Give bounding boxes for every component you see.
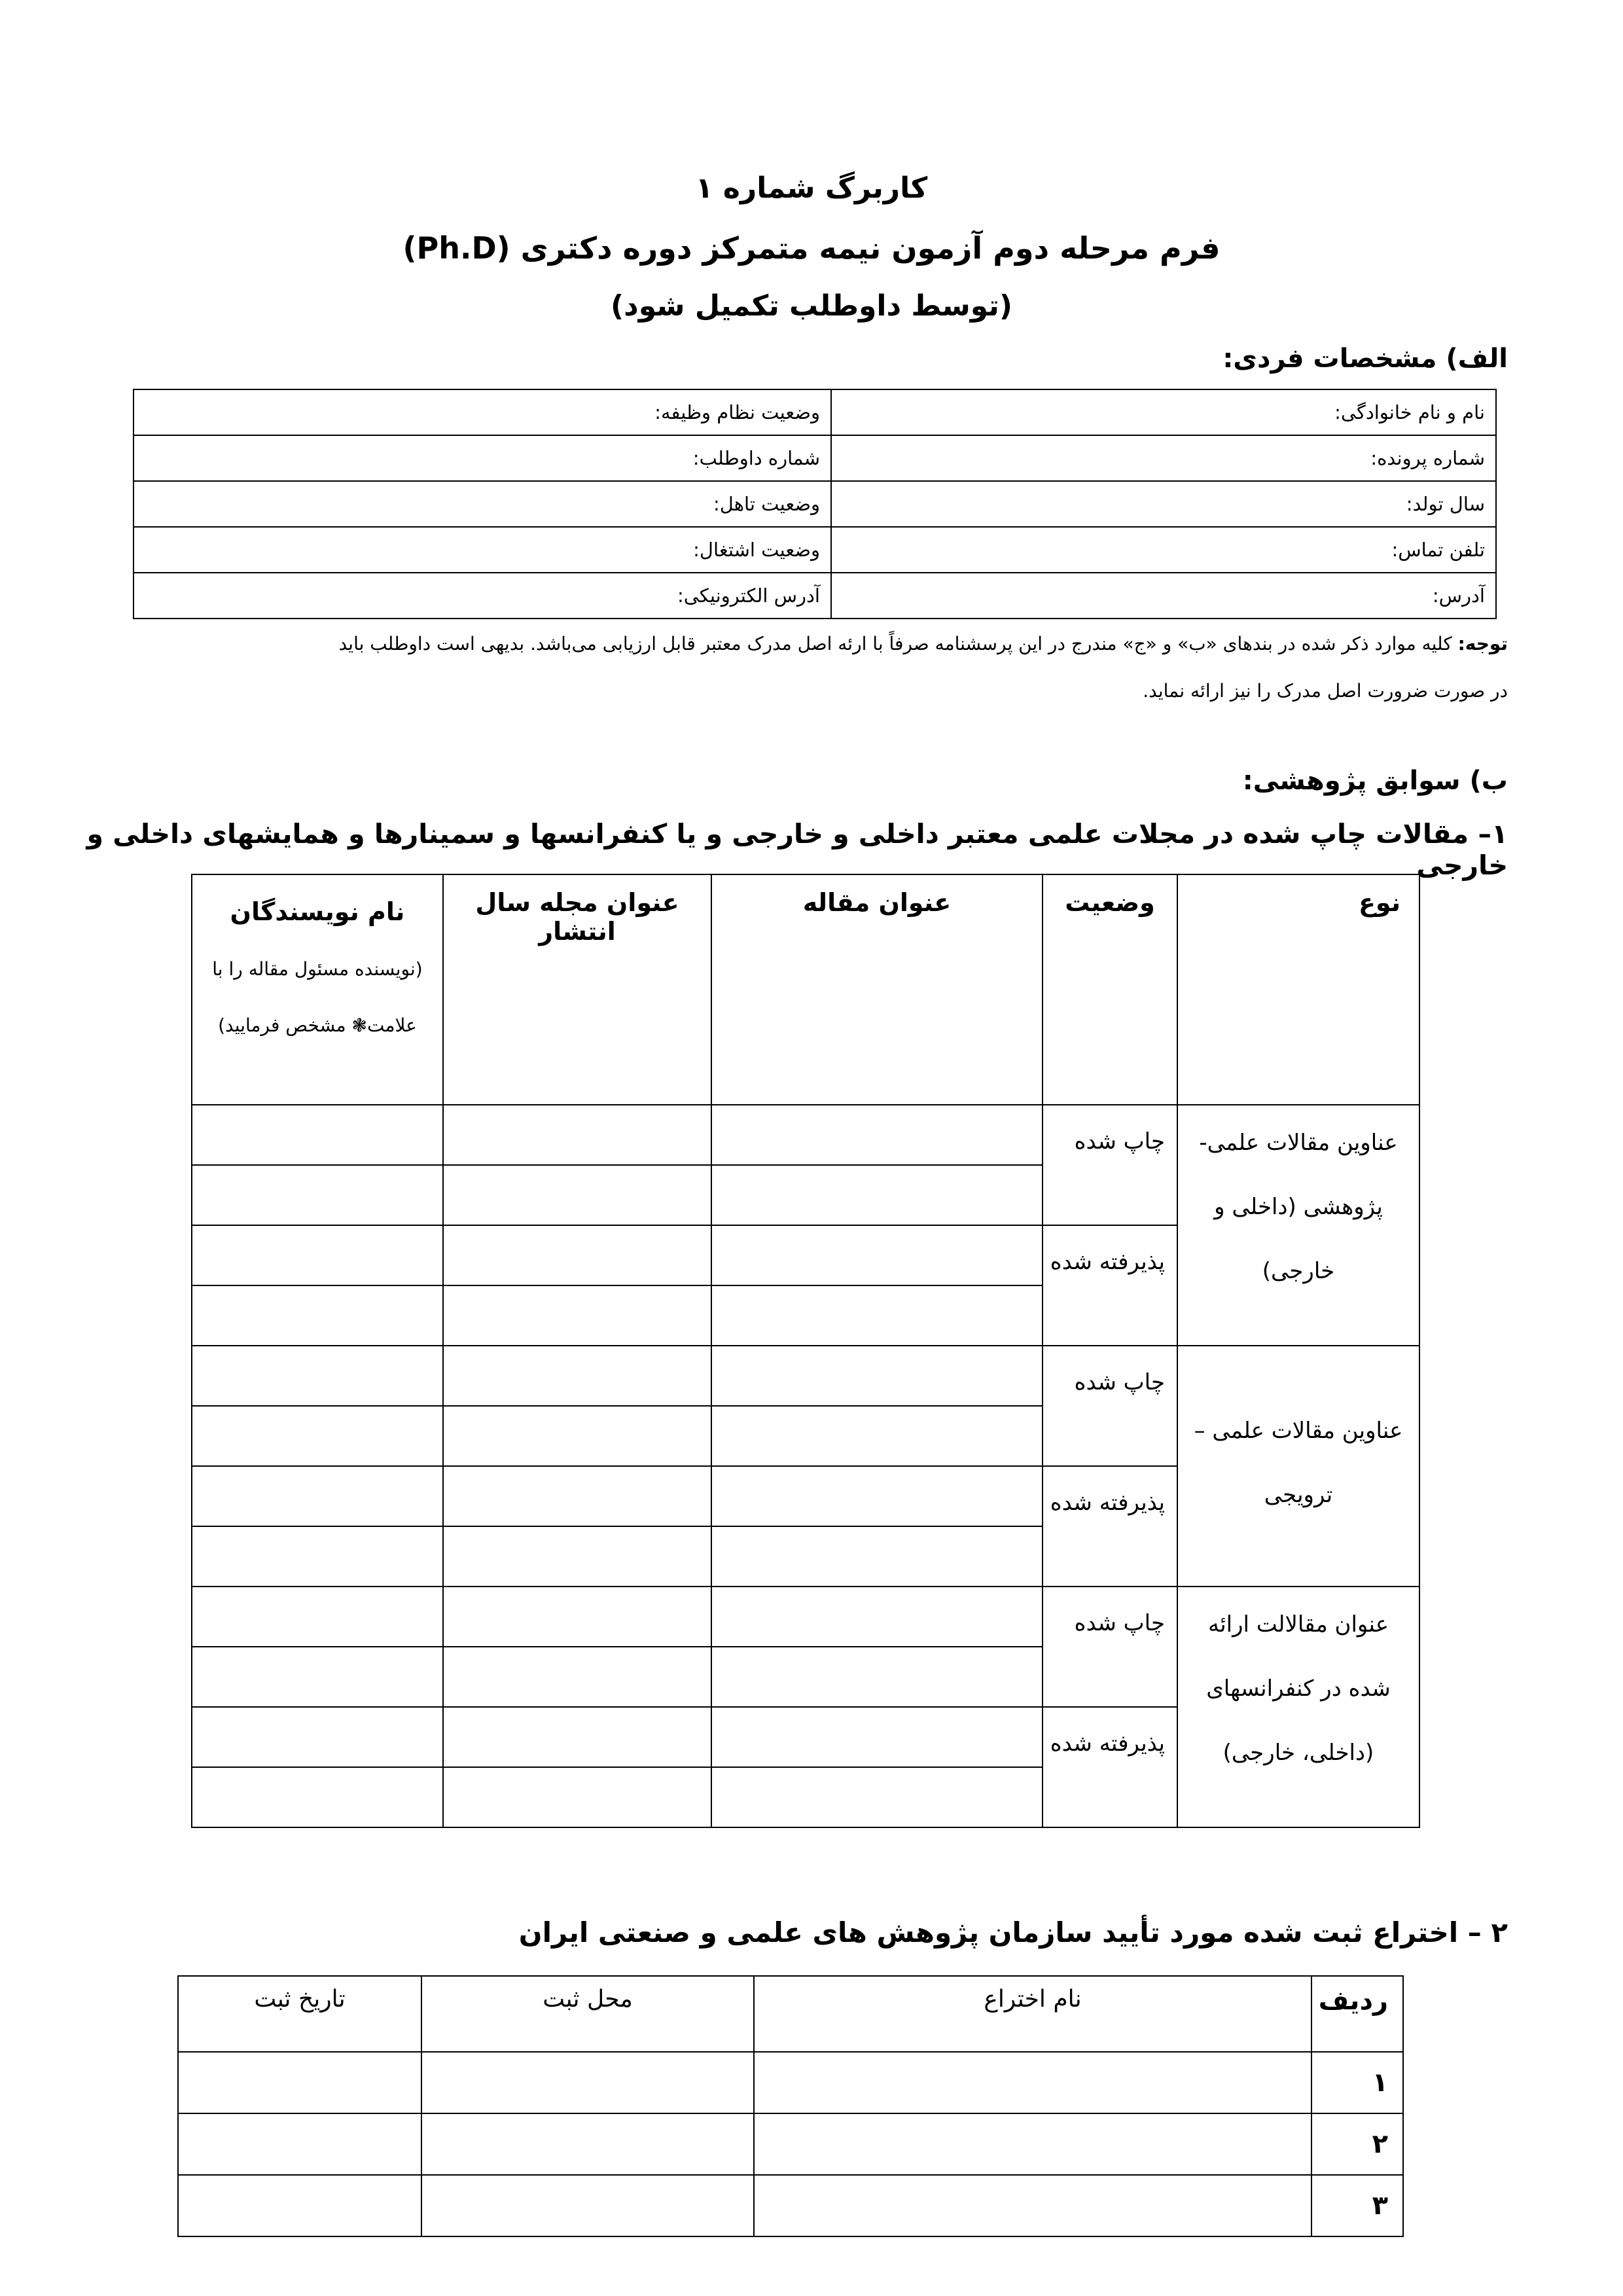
table-row	[134, 481, 1496, 527]
col-authors-header	[192, 874, 443, 1105]
col-registration-place-header: محل ثبت	[421, 1976, 754, 2052]
articles-header-row	[192, 874, 1419, 1105]
authors-label: نام نویسندگان	[230, 897, 405, 926]
form-title: فرم مرحله دوم آزمون نیمه متمرکز دوره دکتری (Ph.D)	[402, 230, 1221, 266]
article-title-cell[interactable]	[711, 1406, 1043, 1466]
col-article-title-header: عنوان مقاله	[711, 874, 1043, 1105]
status-accepted: پذیرفته شده	[1043, 1707, 1177, 1827]
journal-cell[interactable]	[443, 1526, 711, 1587]
row-number: ۱	[1311, 2052, 1403, 2113]
personal-info-heading: الف) مشخصات فردی:	[1222, 344, 1508, 374]
col-row-header: ردیف	[1311, 1976, 1403, 2052]
candidate-number-field[interactable]: شماره داوطلب:	[134, 435, 831, 481]
table-row	[192, 1105, 1419, 1165]
type-research-articles: عناوین مقالات علمی- پژوهشی (داخلی و خارجی)	[1177, 1105, 1419, 1346]
email-field[interactable]: آدرس الکترونیکی:	[134, 573, 831, 619]
authors-cell[interactable]	[192, 1707, 443, 1767]
article-title-cell[interactable]	[711, 1165, 1043, 1225]
birth-year-field[interactable]: سال تولد:	[831, 481, 1496, 527]
journal-cell[interactable]	[443, 1346, 711, 1406]
status-accepted: پذیرفته شده	[1043, 1466, 1177, 1587]
authors-cell[interactable]	[192, 1647, 443, 1707]
table-row	[192, 1346, 1419, 1406]
invention-header-row	[178, 1976, 1403, 2052]
journal-cell[interactable]	[443, 1406, 711, 1466]
registration-place-cell[interactable]	[421, 2113, 754, 2175]
journal-cell[interactable]	[443, 1466, 711, 1526]
table-row	[178, 2052, 1403, 2113]
status-accepted: پذیرفته شده	[1043, 1225, 1177, 1346]
journal-cell[interactable]	[443, 1105, 711, 1165]
authors-cell[interactable]	[192, 1587, 443, 1647]
article-title-cell[interactable]	[711, 1707, 1043, 1767]
registration-place-cell[interactable]	[421, 2175, 754, 2236]
invention-name-cell[interactable]	[754, 2113, 1311, 2175]
personal-info-table	[133, 389, 1497, 619]
file-number-field[interactable]: شماره پرونده:	[831, 435, 1496, 481]
address-field[interactable]: آدرس:	[831, 573, 1496, 619]
form-subtitle: (توسط داوطلب تکمیل شود)	[611, 289, 1012, 323]
registration-place-cell[interactable]	[421, 2052, 754, 2113]
invention-table	[177, 1975, 1404, 2237]
authors-cell[interactable]	[192, 1225, 443, 1285]
status-published: چاپ شده	[1043, 1105, 1177, 1225]
invention-name-cell[interactable]	[754, 2175, 1311, 2236]
articles-table	[191, 874, 1420, 1828]
employment-status-field[interactable]: وضعیت اشتغال:	[134, 527, 831, 573]
phone-field[interactable]: تلفن تماس:	[831, 527, 1496, 573]
col-status-header: وضعیت	[1043, 874, 1177, 1105]
journal-cell[interactable]	[443, 1225, 711, 1285]
journal-cell[interactable]	[443, 1587, 711, 1647]
journal-cell[interactable]	[443, 1767, 711, 1827]
journal-cell[interactable]	[443, 1707, 711, 1767]
authors-cell[interactable]	[192, 1767, 443, 1827]
type-conference-papers: عنوان مقالالت ارائه شده در کنفرانسهای (داخلی، خارجی)	[1177, 1587, 1419, 1827]
col-registration-date-header: تاریخ ثبت	[178, 1976, 421, 2052]
authors-cell[interactable]	[192, 1165, 443, 1225]
full-name-field[interactable]: نام و نام خانوادگی:	[831, 389, 1496, 435]
article-title-cell[interactable]	[711, 1346, 1043, 1406]
article-title-cell[interactable]	[711, 1767, 1043, 1827]
invention-heading: ۲ – اختراع ثبت شده مورد تأیید سازمان پژوهش های علمی و صنعتی ایران	[518, 1916, 1508, 1948]
authors-cell[interactable]	[192, 1526, 443, 1587]
note-label: توجه:	[1457, 633, 1508, 655]
military-status-field[interactable]: وضعیت نظام وظیفه:	[134, 389, 831, 435]
type-promotional-articles: عناوین مقالات علمی – ترویجی	[1177, 1346, 1419, 1587]
note-line-2: در صورت ضرورت اصل مدرک را نیز ارائه نماید.	[1143, 680, 1508, 702]
article-title-cell[interactable]	[711, 1285, 1043, 1346]
table-row	[134, 573, 1496, 619]
registration-date-cell[interactable]	[178, 2052, 421, 2113]
row-number: ۳	[1311, 2175, 1403, 2236]
form-number-title: کاربرگ شماره ۱	[695, 171, 928, 205]
table-row	[134, 527, 1496, 573]
status-published: چاپ شده	[1043, 1587, 1177, 1707]
authors-note: (نویسنده مسئول مقاله را با علامت❃ مشخص فرمایید)	[212, 958, 423, 1036]
authors-cell[interactable]	[192, 1346, 443, 1406]
articles-heading: ۱– مقالات چاپ شده در مجلات علمی معتبر داخلی و خارجی و یا کنفرانسها و سمینارها و همایشهای داخلی و خارجی	[86, 818, 1508, 881]
article-title-cell[interactable]	[711, 1526, 1043, 1587]
col-journal-header: عنوان مجله سال انتشار	[443, 874, 711, 1105]
article-title-cell[interactable]	[711, 1466, 1043, 1526]
article-title-cell[interactable]	[711, 1587, 1043, 1647]
registration-date-cell[interactable]	[178, 2113, 421, 2175]
col-invention-name-header: نام اختراع	[754, 1976, 1311, 2052]
note-line-1	[114, 622, 1508, 666]
status-published: چاپ شده	[1043, 1346, 1177, 1466]
journal-cell[interactable]	[443, 1285, 711, 1346]
table-row	[178, 2113, 1403, 2175]
table-row	[192, 1587, 1419, 1647]
col-type-header: نوع	[1177, 874, 1419, 1105]
note-text: کلیه موارد ذکر شده در بندهای «ب» و «ج» مندرج در این پرسشنامه صرفاً با ارئه اصل مدرک معتبر قابل ارزیابی می‌باشد. بدیهی است داوطلب باید	[338, 633, 1458, 655]
marital-status-field[interactable]: وضعیت تاهل:	[134, 481, 831, 527]
table-row	[178, 2175, 1403, 2236]
table-row	[134, 389, 1496, 435]
research-heading: ب) سوابق پژوهشی:	[1242, 766, 1508, 796]
authors-cell[interactable]	[192, 1285, 443, 1346]
row-number: ۲	[1311, 2113, 1403, 2175]
journal-cell[interactable]	[443, 1647, 711, 1707]
authors-cell[interactable]	[192, 1105, 443, 1165]
invention-name-cell[interactable]	[754, 2052, 1311, 2113]
authors-cell[interactable]	[192, 1466, 443, 1526]
registration-date-cell[interactable]	[178, 2175, 421, 2236]
article-title-cell[interactable]	[711, 1225, 1043, 1285]
article-title-cell[interactable]	[711, 1105, 1043, 1165]
article-title-cell[interactable]	[711, 1647, 1043, 1707]
authors-cell[interactable]	[192, 1406, 443, 1466]
table-row	[134, 435, 1496, 481]
journal-cell[interactable]	[443, 1165, 711, 1225]
